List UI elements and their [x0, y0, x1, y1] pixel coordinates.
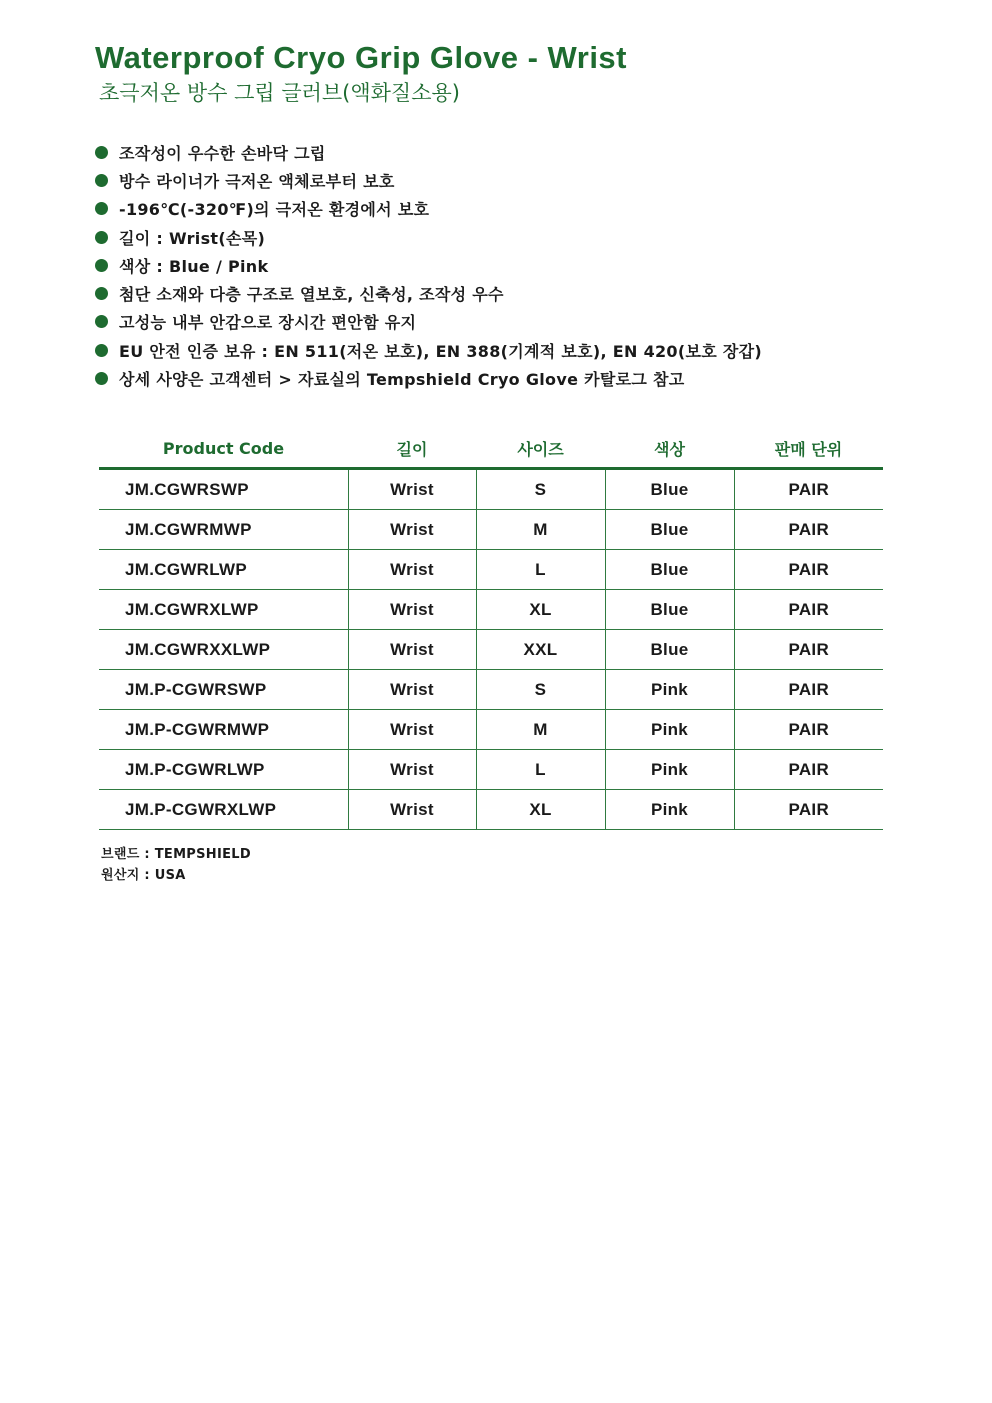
cell-color: Blue [605, 550, 734, 590]
table-row [99, 790, 883, 830]
cell-sales-unit: PAIR [734, 550, 883, 590]
cell-color: Pink [605, 750, 734, 790]
cell-size: M [476, 510, 605, 550]
table-row [99, 510, 883, 550]
cell-length: Wrist [348, 550, 476, 590]
cell-product-code: JM.P-CGWRLWP [99, 750, 348, 790]
table-row [99, 630, 883, 670]
bullet-icon [95, 315, 108, 328]
table-row [99, 670, 883, 710]
table-row [99, 750, 883, 790]
origin-note: 원산지 : USA [101, 868, 186, 883]
cell-sales-unit: PAIR [734, 469, 883, 510]
bullet-icon [95, 344, 108, 357]
feature-item [95, 251, 762, 279]
table-row [99, 469, 883, 510]
bullet-icon [95, 146, 108, 159]
header-sales-unit: 판매 단위 [734, 429, 883, 469]
header-size: 사이즈 [476, 429, 605, 469]
brand-note: 브랜드 : TEMPSHIELD [101, 847, 251, 862]
cell-product-code: JM.P-CGWRSWP [99, 670, 348, 710]
cell-sales-unit: PAIR [734, 590, 883, 630]
table-row [99, 710, 883, 750]
cell-sales-unit: PAIR [734, 710, 883, 750]
cell-length: Wrist [348, 469, 476, 510]
feature-text: 방수 라이너가 극저온 액체로부터 보호 [119, 171, 395, 191]
cell-color: Pink [605, 710, 734, 750]
cell-product-code: JM.CGWRXLWP [99, 590, 348, 630]
cell-length: Wrist [348, 590, 476, 630]
bullet-icon [95, 231, 108, 244]
product-subtitle-korean: 초극저온 방수 그립 글러브(액화질소용) [99, 81, 460, 105]
feature-item [95, 308, 762, 336]
feature-text: 상세 사양은 고객센터 > 자료실의 Tempshield Cryo Glove 카탈로그 참고 [119, 370, 685, 390]
cell-color: Blue [605, 630, 734, 670]
cell-size: XL [476, 790, 605, 830]
table-row [99, 590, 883, 630]
cell-color: Blue [605, 469, 734, 510]
cell-sales-unit: PAIR [734, 790, 883, 830]
feature-item [95, 279, 762, 307]
cell-product-code: JM.CGWRLWP [99, 550, 348, 590]
cell-size: XL [476, 590, 605, 630]
product-table [99, 429, 883, 830]
cell-sales-unit: PAIR [734, 750, 883, 790]
bullet-icon [95, 259, 108, 272]
cell-product-code: JM.P-CGWRXLWP [99, 790, 348, 830]
product-title: Waterproof Cryo Grip Glove - Wrist [95, 40, 627, 75]
cell-size: M [476, 710, 605, 750]
feature-text: 첨단 소재와 다층 구조로 열보호, 신축성, 조작성 우수 [119, 285, 504, 305]
cell-color: Blue [605, 590, 734, 630]
feature-item [95, 138, 762, 166]
cell-size: L [476, 550, 605, 590]
table-row [99, 550, 883, 590]
feature-item [95, 166, 762, 194]
header-product-code: Product Code [99, 429, 348, 469]
cell-length: Wrist [348, 670, 476, 710]
cell-color: Blue [605, 510, 734, 550]
header-color: 색상 [605, 429, 734, 469]
feature-item [95, 336, 762, 364]
cell-product-code: JM.CGWRMWP [99, 510, 348, 550]
cell-size: S [476, 670, 605, 710]
feature-text: 조작성이 우수한 손바닥 그립 [119, 143, 326, 163]
cell-length: Wrist [348, 750, 476, 790]
feature-text: 색상 : Blue / Pink [119, 256, 269, 276]
cell-color: Pink [605, 790, 734, 830]
cell-sales-unit: PAIR [734, 510, 883, 550]
footnotes [101, 842, 251, 884]
bullet-icon [95, 287, 108, 300]
bullet-icon [95, 174, 108, 187]
feature-text: EU 안전 인증 보유 : EN 511(저온 보호), EN 388(기계적 보호), EN 420(보호 장갑) [119, 341, 762, 361]
cell-size: L [476, 750, 605, 790]
cell-length: Wrist [348, 510, 476, 550]
header-length: 길이 [348, 429, 476, 469]
feature-item [95, 195, 762, 223]
cell-length: Wrist [348, 630, 476, 670]
feature-text: 길이 : Wrist(손목) [119, 228, 266, 248]
bullet-icon [95, 372, 108, 385]
cell-product-code: JM.P-CGWRMWP [99, 710, 348, 750]
feature-text: -196℃(-320℉)의 극저온 환경에서 보호 [119, 200, 430, 220]
cell-product-code: JM.CGWRXXLWP [99, 630, 348, 670]
feature-item [95, 364, 762, 392]
cell-size: S [476, 469, 605, 510]
feature-list [95, 138, 762, 393]
bullet-icon [95, 202, 108, 215]
cell-sales-unit: PAIR [734, 630, 883, 670]
cell-size: XXL [476, 630, 605, 670]
feature-text: 고성능 내부 안감으로 장시간 편안함 유지 [119, 313, 417, 333]
feature-item [95, 223, 762, 251]
table-header-row [99, 429, 883, 469]
cell-sales-unit: PAIR [734, 670, 883, 710]
cell-product-code: JM.CGWRSWP [99, 469, 348, 510]
cell-length: Wrist [348, 710, 476, 750]
cell-length: Wrist [348, 790, 476, 830]
cell-color: Pink [605, 670, 734, 710]
